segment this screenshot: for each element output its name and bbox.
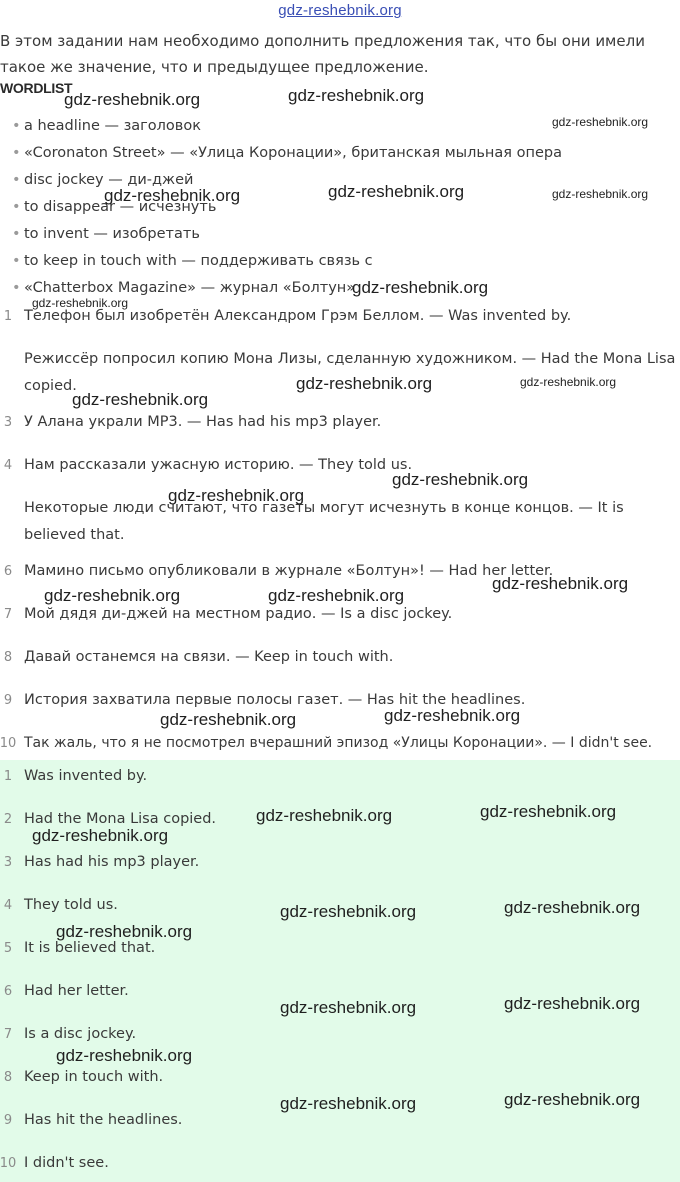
bullet-icon: • xyxy=(12,145,21,161)
question-text: У Алана украли MP3. — Has had his mp3 player. xyxy=(24,414,382,430)
answer-item xyxy=(0,897,118,913)
watermark: gdz-reshebnik.org xyxy=(280,1094,417,1113)
question-text: Так жаль, что я не посмотрел вчерашний эпизод «Улицы Коронации». — I didn't see. xyxy=(24,735,653,751)
wordlist-item-text: disc jockey — ди-джей xyxy=(24,172,194,188)
question-item xyxy=(0,730,680,757)
answer-item xyxy=(0,854,199,870)
answer-text: I didn't see. xyxy=(24,1155,109,1171)
answer-text: It is believed that. xyxy=(24,940,156,956)
watermark: gdz-reshebnik.org xyxy=(504,1090,641,1109)
answer-number: 6 xyxy=(3,984,13,999)
question-number: 1 xyxy=(3,309,13,324)
answer-item xyxy=(0,940,155,956)
answer-number: 7 xyxy=(3,1027,13,1042)
watermark: gdz-reshebnik.org xyxy=(160,710,297,729)
question-number: 7 xyxy=(3,607,13,622)
question-text: Нам рассказали ужасную историю. — They told us. xyxy=(24,457,413,473)
watermark: gdz-reshebnik.org xyxy=(280,998,417,1017)
answer-number: 5 xyxy=(3,941,13,956)
answer-number: 10 xyxy=(0,1156,17,1171)
question-text: Давай останемся на связи. — Keep in touch with. xyxy=(24,649,394,665)
watermark: gdz-reshebnik.org xyxy=(56,1046,193,1065)
wordlist-item xyxy=(12,280,355,296)
wordlist-item xyxy=(12,253,373,269)
question-text: Мой дядя ди-джей на местном радио. — Is a disc jockey. xyxy=(24,606,453,622)
wordlist-item xyxy=(12,226,200,242)
answer-text: Has had his mp3 player. xyxy=(24,854,200,870)
wordlist-item-text: a headline — заголовок xyxy=(24,118,201,134)
answer-text: Had the Mona Lisa copied. xyxy=(24,811,217,827)
wordlist-item-text: «Chatterbox Magazine» — журнал «Болтун» xyxy=(24,280,356,296)
answer-item xyxy=(0,811,216,827)
wordlist-item xyxy=(12,145,562,161)
watermark: gdz-reshebnik.org xyxy=(520,375,617,389)
wordlist-item-text: to keep in touch with — поддерживать связь с xyxy=(24,253,373,269)
wordlist-item xyxy=(12,118,201,134)
watermark: gdz-reshebnik.org xyxy=(104,186,241,205)
answer-item xyxy=(0,1026,136,1042)
question-item xyxy=(0,409,680,436)
answer-number: 8 xyxy=(3,1070,13,1085)
watermark: gdz-reshebnik.org xyxy=(504,898,641,917)
watermark: gdz-reshebnik.org xyxy=(168,486,305,505)
watermark: gdz-reshebnik.org xyxy=(352,278,489,297)
watermark: gdz-reshebnik.org xyxy=(552,187,649,201)
watermark: gdz-reshebnik.org xyxy=(56,922,193,941)
answer-text: Has hit the headlines. xyxy=(24,1112,183,1128)
question-number: 8 xyxy=(3,650,13,665)
answer-number: 2 xyxy=(3,812,13,827)
question-text: Мамино письмо опубликовали в журнале «Болтун»! — Had her letter. xyxy=(24,563,554,579)
answer-text: Had her letter. xyxy=(24,983,129,999)
watermark: gdz-reshebnik.org xyxy=(480,802,617,821)
answer-text: Is a disc jockey. xyxy=(24,1026,137,1042)
question-text: История захватила первые полосы газет. — Has hit the headlines. xyxy=(24,692,526,708)
question-number: 10 xyxy=(0,736,17,751)
wordlist-item-text: to disappear — исчезнуть xyxy=(24,199,217,215)
answer-text: They told us. xyxy=(24,897,118,913)
watermark: gdz-reshebnik.org xyxy=(268,586,405,605)
watermark: gdz-reshebnik.org xyxy=(384,706,521,725)
bullet-icon: • xyxy=(12,118,21,134)
watermark: gdz-reshebnik.org xyxy=(44,586,181,605)
question-number xyxy=(0,346,24,373)
task-intro: В этом задании нам необходимо дополнить предложения так, что бы они имели такое же значение, что и предыдущее предложение. xyxy=(0,32,645,76)
question-number xyxy=(0,495,24,522)
watermark: gdz-reshebnik.org xyxy=(72,390,209,409)
watermark: gdz-reshebnik.org xyxy=(296,374,433,393)
question-number: 3 xyxy=(3,415,13,430)
answer-text: Was invented by. xyxy=(24,768,148,784)
watermark: gdz-reshebnik.org xyxy=(504,994,641,1013)
question-text: Некоторые люди считают, что газеты могут исчезнуть в конце концов. — It is believed that. xyxy=(24,500,624,543)
bullet-icon: • xyxy=(12,253,21,269)
bullet-icon: • xyxy=(12,226,21,242)
site-header-link[interactable]: gdz-reshebnik.org xyxy=(278,2,402,19)
answer-number: 1 xyxy=(3,769,13,784)
watermark: gdz-reshebnik.org xyxy=(552,115,649,129)
wordlist-title: WORDLIST xyxy=(0,80,73,96)
question-text: Телефон был изобретён Александром Грэм Беллом. — Was invented by. xyxy=(24,308,572,324)
answer-text: Keep in touch with. xyxy=(24,1069,164,1085)
question-text: Режиссёр попросил копию Мона Лизы, сделанную художником. — Had the Mona Lisa copied. xyxy=(24,351,676,394)
bullet-icon: • xyxy=(12,199,21,215)
question-number: 4 xyxy=(3,458,13,473)
watermark: gdz-reshebnik.org xyxy=(32,296,129,310)
question-number: 9 xyxy=(3,693,13,708)
question-item xyxy=(0,644,680,671)
watermark: gdz-reshebnik.org xyxy=(392,470,529,489)
answer-item xyxy=(0,1069,163,1085)
watermark: gdz-reshebnik.org xyxy=(492,574,629,593)
watermark: gdz-reshebnik.org xyxy=(328,182,465,201)
watermark: gdz-reshebnik.org xyxy=(256,806,393,825)
answer-number: 9 xyxy=(3,1113,13,1128)
answer-item xyxy=(0,768,147,784)
watermark: gdz-reshebnik.org xyxy=(32,826,169,845)
question-item xyxy=(0,495,660,549)
answer-item xyxy=(0,1112,182,1128)
wordlist-item-text: «Coronaton Street» — «Улица Коронации», британская мыльная опера xyxy=(24,145,562,161)
watermark: gdz-reshebnik.org xyxy=(64,90,201,109)
question-item xyxy=(0,687,680,714)
watermark: gdz-reshebnik.org xyxy=(288,86,425,105)
answer-number: 3 xyxy=(3,855,13,870)
answer-number: 4 xyxy=(3,898,13,913)
question-number: 6 xyxy=(3,564,13,579)
answer-item xyxy=(0,1155,109,1171)
answer-item xyxy=(0,983,129,999)
bullet-icon: • xyxy=(12,280,21,296)
wordlist-item-text: to invent — изобретать xyxy=(24,226,200,242)
watermark: gdz-reshebnik.org xyxy=(280,902,417,921)
bullet-icon: • xyxy=(12,172,21,188)
question-item xyxy=(0,452,680,479)
